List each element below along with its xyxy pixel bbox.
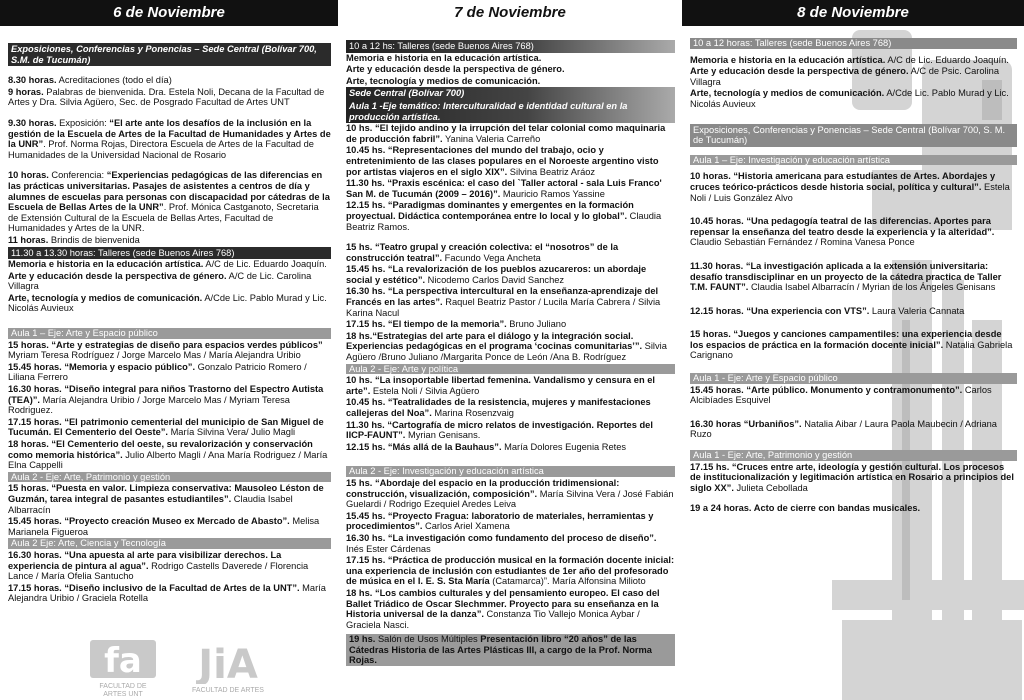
talk-item: 16.30 hs. “La investigación como fundamento del proceso de diseño”. Inés Ester Cárdenas (346, 532, 657, 554)
talk-list (690, 462, 1017, 494)
schedule-item: 11 horas. Brindis de bienvenida (8, 234, 140, 245)
column-nov-6 (0, 0, 338, 700)
talk-item: 10 horas. “Historia americana para estudiantes de Artes. Abordajes y cruces teórico-prácticos desde historia social, política y cultural”. Estela Noli / Luis González Alvo (690, 171, 1010, 203)
schedule-item: 9.30 horas. Exposición: “El arte ante los desafíos de la inclusión en la gestión de la Escuela de Artes de la Facultad de Humanidades y Artes de la UNR”. Prof. Norma Rojas, Directora Escuela de Artes de la Facultad de Humanidades de la Universidad Nacional de Rosario (8, 117, 331, 160)
axis-bar: Aula 2 Eje: Arte, Ciencia y Tecnología (8, 538, 331, 549)
talk-list (690, 171, 1017, 361)
talk-list (346, 478, 675, 630)
day-header: 8 de Noviembre (682, 0, 1024, 26)
talk-item: 15 horas. “Juegos y canciones campamentiles: una experiencia desde los espacios de práctica en la formación docente inicial”. Natalia Gabriela Carignano (690, 329, 1013, 361)
schedule-item: 10 horas. Conferencia: “Experiencias pedagógicas de las diferencias en las prácticas universitarias. Pasajes de asistentes a centros de día y alumnes de escuelas para personas con discapacidad por cátedras de la Escuela de Bellas Artes de la UNR”. Prof. Mónica Castganoto, Secretaria de Extensión Cultural de la Escuela de Bellas Artes, Facultad de Humanidades y Artes de la UNR. (8, 170, 330, 234)
section-header: Exposiciones, Conferencias y Ponencias – Sede Central (Bolívar 700, S.M. de Tucumán) (8, 43, 331, 66)
talk-item: 17.15 hs. “El tiempo de la memoria”. Bruno Juliano (346, 319, 567, 330)
talk-list (346, 242, 675, 363)
talk-list (8, 550, 331, 604)
workshop-item: Arte, tecnología y medios de comunicación. (346, 75, 541, 86)
final-event: 19 hs. Salón de Usos Múltiples Presentación libro “20 años” de las Cátedras Historia de las Artes Plásticas III, a cargo de la Prof. Norma Rojas. (346, 634, 675, 666)
talk-item: 16.30 horas. “Una apuesta al arte para visibilizar derechos. La experiencia de pintura al agua”. Rodrigo Castells Daverede / Florencia Lance / María Ofelia Santucho (8, 549, 309, 582)
talk-item: 10.45 horas. “Una pedagogía teatral de las diferencias. Aportes para repensar la enseñanza del teatro desde la experiencia y la alteridad”. Claudio Sebastián Fernández / Romina Vanesa Ponce (690, 216, 995, 248)
day-header: 6 de Noviembre (0, 0, 338, 26)
talk-item: 15 horas. “Puesta en valor. Limpieza conservativa: Mausoleo Léston de Guzmán, tarea integral de pasantes estudiantiles”. Claudia Isabel Albarracín (8, 483, 324, 515)
workshop-item: Arte, tecnología y medios de comunicación. A/Cde Lic. Pablo Murad y Lic. Nicolás Auvieux (690, 88, 1009, 109)
talk-item: 15 hs. “Teatro grupal y creación colectiva: el “nosotros” de la construcción teatral”. Facundo Vega Ancheta (346, 242, 619, 263)
workshop-item: Arte y educación desde la perspectiva de género. A/C de Lic. Carolina Villagra (8, 270, 312, 292)
talk-item: 10 hs. “El tejido andino y la irrupción del telar colonial como maquinaria de producción fabril”. Yanina Valeria Carreño (346, 123, 666, 144)
talk-list (8, 483, 331, 537)
fa-unt-logo (88, 636, 158, 698)
axis-bar: Aula 2 - Eje: Arte y política (346, 364, 675, 375)
talk-item: 15.45 hs. “Proyecto Fragua: laboratorio de materiales, herramientas y procedimientos”. Carlos Ariel Xamena (346, 510, 654, 532)
talk-item: 12.15 hs. “Paradigmas dominantes y emergentes en la formación proyectual. Didáctica contemporánea entre lo local y lo global”. Claudia Beatriz Ramos. (346, 200, 662, 232)
talk-item: 15 horas. “Arte y estrategias de diseño para espacios verdes públicos” Myriam Teresa Rodríguez / Jorge Marcelo Mas / María Alejandra Uribio (8, 339, 323, 361)
venue-bar: Sede Central (Bolívar 700) (346, 87, 675, 100)
talk-item: 16.30 horas. “Diseño integral para niños Trastorno del Espectro Autista (TEA)”. María Alejandra Uribio / Jorge Marcelo Mas / Myriam Teresa Rodriguez. (8, 384, 324, 416)
talk-list (346, 375, 675, 452)
logo-caption: FACULTAD DE ARTES UNT (99, 682, 147, 698)
talk-item: 16.30 horas “Urbaniños”. Natalia Aibar / Laura Paola Maubecin / Adriana Ruzo (690, 418, 997, 440)
talk-list (690, 385, 1017, 440)
talk-list (8, 340, 331, 471)
talk-item: 12.15 hs. “Más allá de la Bauhaus”. María Dolores Eugenia Retes (346, 441, 627, 452)
talk-item: 15 hs. “Abordaje del espacio en la producción tridimensional: construcción, visualización, composición”. María Silvina Vera / José Fabián Guelardi / Rodrigo Ezequiel Aredes Leiva (346, 477, 674, 510)
workshop-bar: 10 a 12 horas: Talleres (sede Buenos Aires 768) (690, 38, 1017, 49)
talk-item: 17.15 horas. “Diseño inclusivo de la Facultad de Artes de la UNT”. María Alejandra Uribio / Graciela Rotella (8, 582, 326, 604)
talk-item: 17.15 horas. “El patrimonio cementerial del municipio de San Miguel de Tucumán. El Cementerio del Oeste”. María Silvina Vera/ Julio Magli (8, 416, 324, 438)
workshop-bar: 11.30 a 13.30 horas: Talleres (sede Buenos Aires 768) (8, 247, 331, 260)
talk-item: 10.45 hs. “Representaciones del mundo del trabajo, ocio y entretenimiento de las clases populares en el Noroeste argentino visto por artistas viajeros en el siglo XIX”. Silvina Beatriz Aráoz (346, 145, 659, 177)
talk-item: 10 hs. “La insoportable libertad femenina. Vandalismo y censura en el arte”. Estela Noli / Silvia Agüero (346, 375, 655, 396)
talk-item: 10.45 hs. “Teatralidades de la resistencia, mujeres y manifestaciones callejeras del Noa”. Marina Rosenzvaig (346, 397, 651, 418)
talk-item: 17.15 hs. “Cruces entre arte, ideología y gestión cultural. Los procesos de institucionalización y legitimación artística en Rosario a principios del siglo XX”. Julieta Cebollada (690, 461, 1014, 493)
axis-bar: Aula 2 - Eje: Arte, Patrimonio y gestión (8, 472, 331, 483)
talk-list (346, 123, 675, 232)
logo-caption: FACULTAD DE ARTES (192, 686, 264, 694)
closing-event: 19 a 24 horas. Acto de cierre con bandas musicales. (690, 503, 921, 514)
talk-item: 15.45 horas. “Arte público. Monumento y contramonumento”. Carlos Alcibíades Esquivel (690, 384, 992, 406)
talk-item: 18 hs.“Estrategias del arte para el diálogo y la integración social. Experiencias pedagógicas en el programa ‘cocinas comunitarias’”. Silvia Agüero /Bruno Juliano /Margarita Ponce de León /Ana B. Rodríguez (346, 330, 667, 363)
svg-text:fa: fa (104, 641, 142, 680)
axis-bar: Aula 1 - Eje: Arte, Patrimonio y gestión (690, 450, 1017, 461)
jia-logo (188, 640, 268, 698)
axis-bar: Aula 2 - Eje: Investigación y educación artística (346, 466, 675, 477)
talk-item: 15.45 horas. “Memoria y espacio público”. Gonzalo Patricio Romero / Liliana Ferrero (8, 361, 307, 383)
axis-bar: Aula 1 -Eje temático: Interculturalidad e identidad cultural en la producción artística. (346, 100, 675, 123)
axis-bar: Aula 1 – Eje: Investigación y educación artística (690, 155, 1017, 166)
column-nov-8 (682, 0, 1024, 700)
axis-bar: Aula 1 - Eje: Arte y Espacio público (690, 373, 1017, 384)
svg-text:JiA: JiA (198, 642, 258, 684)
talk-item: 17.15 hs. “Práctica de producción musical en la formación docente inicial: una experiencia de inclusión con estudiantes de 1er año del profesorado de música en el I. E. S. Sta María (Catamarca)”. María Alfonsina Milioto (346, 555, 675, 587)
talk-item: 11.30 hs. “Cartografía de micro relatos de investigación. Reportes del IICP-FAUNT”. Myrian Genisans. (346, 419, 653, 441)
workshop-item: Memoria e historia en la educación artística. (346, 52, 542, 63)
workshop-item: Arte y educación desde la perspectiva de género. (346, 64, 565, 75)
column-nov-7 (338, 0, 682, 700)
workshop-item: Memoria e historia en la educación artística. A/C de Lic. Eduardo Joaquín. (8, 259, 327, 270)
talk-item: 15.45 horas. “Proyecto creación Museo ex Mercado de Abasto”. Melisa Marianela Figueroa (8, 516, 320, 537)
workshop-item: Arte y educación desde la perspectiva de género. A/C de Psic. Carolina Villagra (690, 66, 999, 87)
workshop-bar: 10 a 12 hs: Talleres (sede Buenos Aires 768) (346, 40, 675, 53)
day-header: 7 de Noviembre (338, 0, 682, 26)
section-header: Exposiciones, Conferencias y Ponencias – Sede Central (Bolívar 700, S. M. de Tucumán) (690, 124, 1017, 147)
talk-item: 18 hs. “Los cambios culturales y del pensamiento europeo. El caso del Ballet Triádico de Oscar Slechmmer. Proyecto para su enseñanza en la Historia universal de la danza”. Constanza Tio Vallejo Monica Aybar / Graciela Nasci. (346, 587, 660, 630)
talk-item: 15.45 hs. “La revalorización de los pueblos azucareros: un abordaje social y estético”. Nicodemo Carlos David Sanchez (346, 264, 647, 285)
workshop-item: Memoria e historia en la educación artística. A/C de Lic. Eduardo Joaquín. (690, 54, 1009, 65)
talk-item: 11.30 hs. “Praxis escénica: el caso del `Taller actoral - sala Luis Franco' San M. de Tucumán (2009 – 2016)”. Mauricio Ramos Yassine (346, 178, 662, 199)
talk-item: 18 horas. “El Cementerio del oeste, su revalorización y conservación como memoria histórica”. Julio Alberto Magli / Ana María Rodriguez / María Elna Cappelli (8, 439, 328, 471)
schedule-item: 8.30 horas. Acreditaciones (todo el día) (8, 75, 172, 86)
talk-item: 16.30 hs. “La perspectiva intercultural en la enseñanza-aprendizaje del Francés en las artes”. Raquel Beatriz Pastor / Lucila María Cabrera / Silvia Karina Nacul (346, 286, 661, 318)
workshop-item: Arte, tecnología y medios de comunicación. A/Cde Lic. Pablo Murad y Lic. Nicolás Auvieux (8, 292, 327, 314)
talk-item: 12.15 horas. “Una experiencia con VTS”. Laura Valeria Cannata (690, 305, 965, 316)
talk-item: 11.30 horas. “La investigación aplicada a la extensión universitaria: desafío transdisciplinar en un proyecto de la cátedra practica de Taller T.M. FAUNT”. Claudia Isabel Albarracín / Myrian de los Ángeles Genisans (690, 260, 1002, 293)
schedule-item: 9 horas. Palabras de bienvenida. Dra. Estela Noli, Decana de la Facultad de Artes y Dra. Silvia Agüero, Sec. de Posgrado Facultad de Artes UNT (8, 86, 325, 108)
axis-bar: Aula 1 – Eje: Arte y Espacio público (8, 328, 331, 339)
